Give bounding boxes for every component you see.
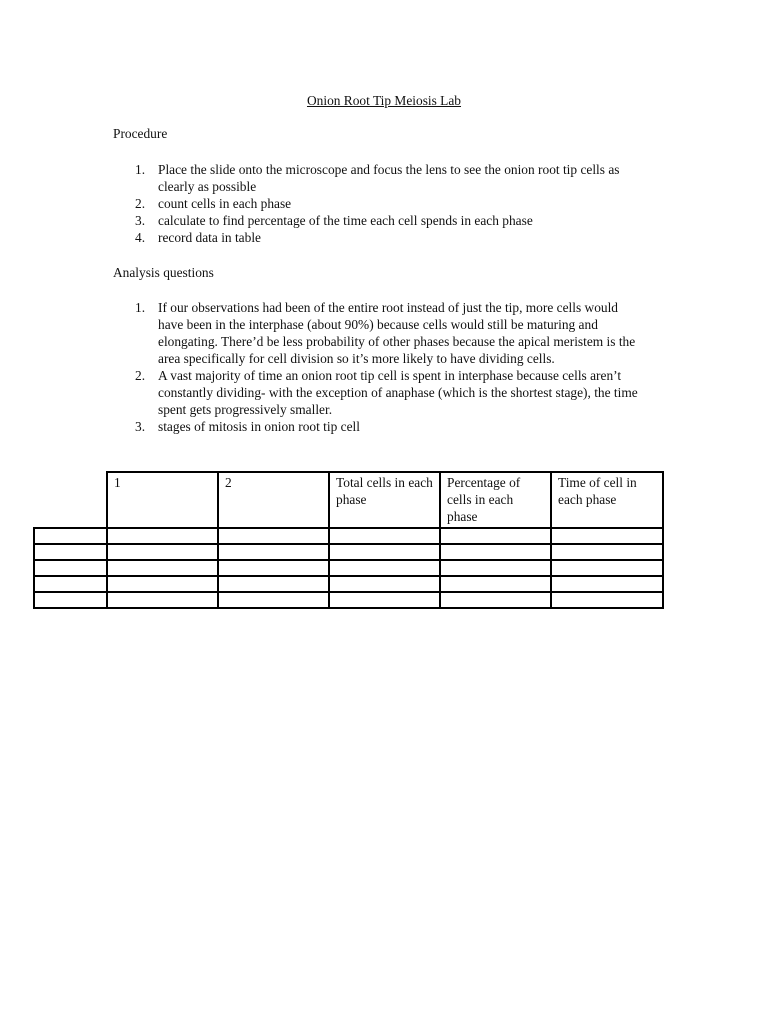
analysis-item <box>113 367 643 418</box>
analysis-item-text: stages of mitosis in onion root tip cell <box>158 419 360 434</box>
mitosis-data-table <box>33 471 664 609</box>
table-cell <box>34 544 107 560</box>
table-cell <box>551 576 663 592</box>
procedure-step <box>113 161 643 195</box>
table-cell <box>440 592 551 608</box>
table-cell <box>218 560 329 576</box>
table-row <box>34 528 663 544</box>
procedure-step-number: 2. <box>135 196 146 211</box>
procedure-step-text: Place the slide onto the microscope and focus the lens to see the onion root tip cells as clearly as possible <box>158 162 620 194</box>
procedure-heading: Procedure <box>113 126 168 141</box>
procedure-step-text: record data in table <box>158 230 261 245</box>
table-cell <box>107 592 218 608</box>
table-cell <box>440 528 551 544</box>
table-cell <box>551 544 663 560</box>
procedure-step <box>113 212 643 229</box>
table-cell <box>34 528 107 544</box>
table-header-cell: 1 <box>107 472 218 528</box>
table-header-cell: Time of cell in each phase <box>551 472 663 528</box>
table-cell <box>440 576 551 592</box>
table-cell <box>218 576 329 592</box>
procedure-step-number: 4. <box>135 230 146 245</box>
analysis-list <box>113 299 643 435</box>
table-cell <box>440 560 551 576</box>
table-cell <box>218 528 329 544</box>
procedure-step <box>113 195 643 212</box>
table-cell <box>107 528 218 544</box>
procedure-step-text: count cells in each phase <box>158 196 292 211</box>
analysis-item <box>113 418 643 435</box>
table-header-row <box>34 472 663 528</box>
procedure-step <box>113 229 643 246</box>
table-cell <box>329 560 440 576</box>
procedure-step-number: 3. <box>135 213 146 228</box>
table-cell <box>551 560 663 576</box>
table-cell <box>218 544 329 560</box>
analysis-item-text: If our observations had been of the entire root instead of just the tip, more cells would have been in the interphase (about 90%) because cells would still be maturing and elongating. There’d be less probability of other phases because the apical meristem is the area specifically for cell division so it’s more likely to have dividing cells. <box>158 300 636 366</box>
analysis-item-number: 2. <box>135 368 146 383</box>
table-row <box>34 592 663 608</box>
table-cell <box>218 592 329 608</box>
document-title: Onion Root Tip Meiosis Lab <box>306 93 462 108</box>
table-cell <box>329 576 440 592</box>
table-cell <box>551 528 663 544</box>
table-cell <box>329 544 440 560</box>
table-cell <box>440 544 551 560</box>
table-row <box>34 576 663 592</box>
table-cell <box>34 592 107 608</box>
table-cell <box>107 576 218 592</box>
table-cell <box>34 560 107 576</box>
table-row <box>34 544 663 560</box>
analysis-item-text: A vast majority of time an onion root tip cell is spent in interphase because cells aren’t constantly dividing- with the exception of anaphase (which is the shortest stage), the time spent gets progressively smaller. <box>158 368 638 417</box>
table-header-cell: Total cells in each phase <box>329 472 440 528</box>
procedure-list <box>113 161 643 246</box>
table-header-cell: Percentage of cells in each phase <box>440 472 551 528</box>
procedure-step-text: calculate to find percentage of the time each cell spends in each phase <box>158 213 533 228</box>
analysis-heading: Analysis questions <box>113 265 214 280</box>
procedure-step-number: 1. <box>135 162 146 177</box>
table-cell <box>107 560 218 576</box>
table-cell <box>34 576 107 592</box>
table-cell <box>329 592 440 608</box>
analysis-item-number: 3. <box>135 419 146 434</box>
table-row <box>34 560 663 576</box>
table-corner-cell <box>34 472 107 528</box>
table-cell <box>329 528 440 544</box>
table-cell <box>551 592 663 608</box>
analysis-item-number: 1. <box>135 300 146 315</box>
table-header-cell: 2 <box>218 472 329 528</box>
analysis-item <box>113 299 643 367</box>
table-cell <box>107 544 218 560</box>
